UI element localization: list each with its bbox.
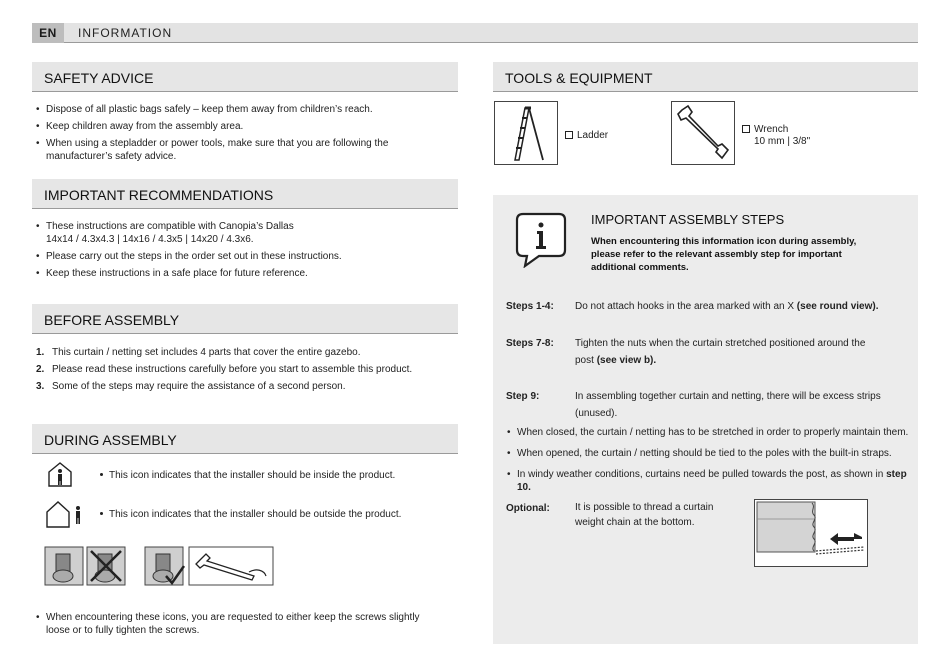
item-text: Please read these instructions carefully before you start to assemble this product.: [52, 364, 413, 375]
outside-icon-description: [100, 509, 401, 520]
list-item: • Please carry out the steps in the order set out in these instructions.: [34, 250, 434, 263]
item-number: 1.: [36, 347, 45, 358]
list-item: • Keep these instructions in a safe place for future reference.: [34, 267, 434, 280]
step-text: [575, 335, 875, 369]
during-assembly-heading: DURING ASSEMBLY: [32, 424, 458, 454]
inside-product-icon: [46, 460, 74, 488]
ladder-label: [565, 130, 608, 142]
list-item: [505, 426, 915, 439]
assembly-notes-list: [505, 426, 915, 498]
step-text: [575, 388, 915, 422]
assembly-steps-title: IMPORTANT ASSEMBLY STEPS: [591, 212, 785, 227]
note-reference: step 10.: [517, 469, 907, 493]
safety-advice-list: [34, 103, 434, 167]
assembly-steps-intro: When encountering this information icon during assembly, please refer to the relevant assembly step for important additional comments.: [591, 236, 857, 273]
step-reference: (see view b).: [596, 355, 657, 366]
info-icon: [515, 212, 567, 268]
list-item: [34, 346, 454, 359]
list-item: • These instructions are compatible with Canopia’s Dallas 14x14 / 4.3x4.3 | 14x16 / 4.3x5 | 14x20 / 4.3x6.: [34, 220, 296, 246]
screw-icons-row: [44, 546, 274, 588]
tools-heading: TOOLS & EQUIPMENT: [493, 62, 918, 92]
list-item: [34, 363, 454, 376]
step-reference: (see round view).: [796, 301, 879, 312]
wrench-text: Wrench: [754, 124, 789, 135]
list-item: [505, 447, 915, 460]
wrench-image: [671, 101, 735, 165]
note-text: In windy weather conditions, curtains need be pulled towards the post, as shown in: [517, 469, 887, 480]
top-bar: [32, 23, 918, 43]
item-number: 3.: [36, 381, 45, 392]
optional-label: Optional:: [506, 503, 550, 514]
tightened-screw-icon: [145, 547, 184, 585]
wrench-tighten-icon: [189, 547, 273, 585]
screws-note: [34, 611, 454, 641]
before-assembly-list: [34, 346, 454, 397]
before-assembly-heading: BEFORE ASSEMBLY: [32, 304, 458, 334]
step-body: In assembling together curtain and netting, there will be excess strips (unused).: [575, 391, 881, 419]
loose-screw-icon: [45, 547, 83, 585]
loose-screw-crossed-icon: [87, 547, 125, 585]
safety-advice-heading: SAFETY ADVICE: [32, 62, 458, 92]
wrench-label: [742, 124, 810, 148]
inside-icon-text: This icon indicates that the installer should be inside the product.: [109, 470, 396, 481]
ladder-icon: [495, 102, 557, 164]
note-text: When opened, the curtain / netting should be tied to the poles with the built-in straps.: [517, 448, 892, 459]
recommendations-heading: IMPORTANT RECOMMENDATIONS: [32, 179, 458, 209]
list-item: • When encountering these icons, you are requested to either keep the screws slightly loose or to fully tighten the screws.: [34, 611, 444, 637]
step-label: Steps 1-4:: [506, 301, 554, 312]
wrench-checkbox: [742, 125, 750, 133]
recommendations-list: [34, 220, 434, 284]
ladder-text: Ladder: [577, 130, 609, 141]
item-text: This curtain / netting set includes 4 parts that cover the entire gazebo.: [52, 347, 361, 358]
page-title: INFORMATION: [78, 26, 173, 40]
step-text: [575, 298, 905, 315]
outside-product-icon: [46, 499, 86, 529]
wrench-size: 10 mm | 3/8": [754, 136, 811, 147]
step-label: Steps 7-8:: [506, 338, 554, 349]
ladder-image: [494, 101, 558, 165]
list-item: • Keep children away from the assembly area.: [34, 120, 434, 133]
step-body: Do not attach hooks in the area marked with an X: [575, 301, 797, 312]
step-body: Tighten the nuts when the curtain stretched positioned around the post: [575, 338, 866, 366]
list-item: • When using a stepladder or power tools, make sure that you are following the manufacturer’s safety advice.: [34, 137, 394, 163]
item-number: 2.: [36, 364, 45, 375]
outside-icon-text: This icon indicates that the installer should be outside the product.: [109, 509, 402, 520]
wrench-icon: [672, 102, 734, 164]
ladder-checkbox: [565, 131, 573, 139]
note-text: When closed, the curtain / netting has to be stretched in order to properly maintain them.: [517, 427, 909, 438]
curtain-chain-illustration: [754, 499, 868, 567]
step-label: Step 9:: [506, 391, 540, 402]
item-text: Some of the steps may require the assistance of a second person.: [52, 381, 346, 392]
language-badge: EN: [32, 23, 64, 43]
inside-icon-description: [100, 470, 395, 481]
optional-text: It is possible to thread a curtain weight chain at the bottom.: [575, 502, 714, 528]
list-item: [34, 380, 454, 393]
list-item: [505, 468, 915, 494]
list-item: • Dispose of all plastic bags safely – keep them away from children’s reach.: [34, 103, 434, 116]
